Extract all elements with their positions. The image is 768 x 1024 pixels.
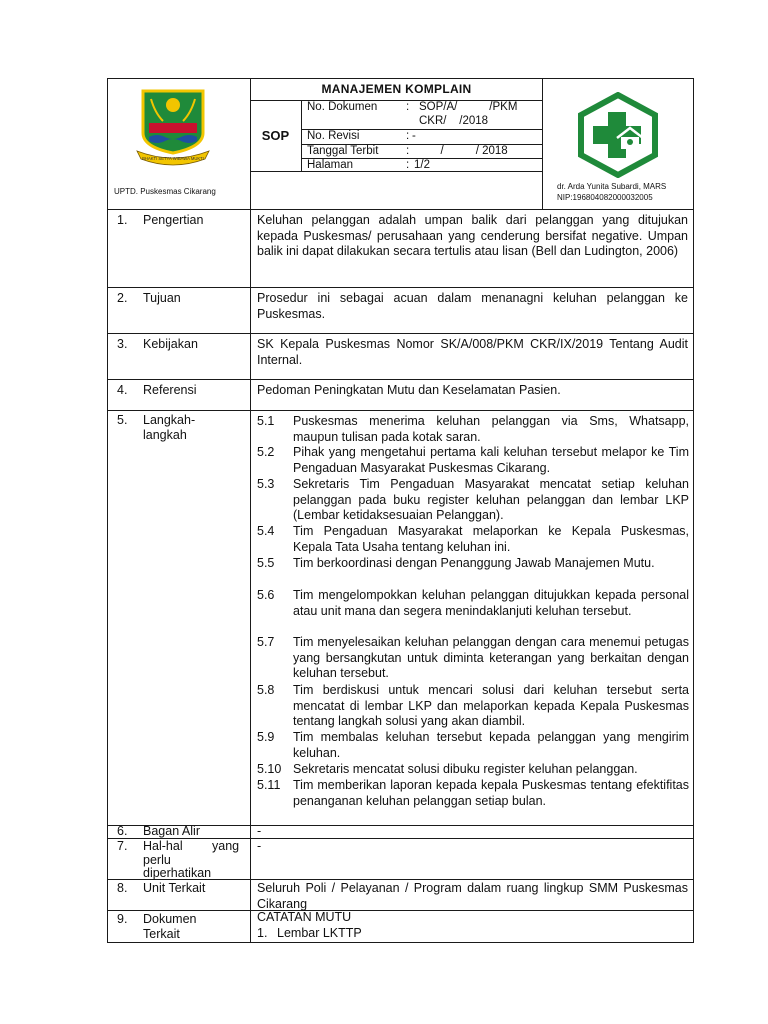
section-7-label-line1a: Hal-hal [143, 839, 183, 853]
step-text: Tim membalas keluhan tersebut kepada pelanggan yang mengirim keluhan. [293, 730, 689, 760]
section-3-number: 3. [117, 337, 128, 351]
table-border-top [107, 78, 694, 79]
no-dokumen-colon: : [406, 101, 410, 113]
step-number: 5.1 [257, 414, 275, 428]
puskesmas-logo [575, 92, 661, 178]
section-8-number: 8. [117, 881, 128, 895]
regency-emblem-logo [133, 87, 213, 167]
step-text: Tim berdiskusi untuk mencari solusi dari keluhan tersebut serta mencatat di lembar LKP dan melaporkan kepada Kepala Puskesmas tentang langkah solusi yang akan diambil. [293, 683, 689, 729]
step-number: 5.6 [257, 588, 275, 602]
step-text: Tim Pengaduan Masyarakat melaporkan ke Kepala Puskesmas, Kepala Tata Usaha tentang keluhan ini. [293, 524, 689, 554]
step-text: Sekretaris Tim Pengaduan Masyarakat mencatat setiap keluhan pelanggan pada buku register keluhan pelanggan dan lembar LKP (Lembar ketidaksesuaian Pelanggan). [293, 477, 689, 523]
no-dokumen-label: No. Dokumen [307, 101, 378, 113]
section-6-label: Bagan Alir [143, 824, 200, 838]
unit-name: UPTD. Puskesmas Cikarang [114, 187, 216, 196]
step-number: 5.3 [257, 477, 275, 491]
step-text: Puskesmas menerima keluhan pelanggan via Sms, Whatsapp, maupun tulisan pada kotak saran. [293, 414, 689, 444]
section-3-text: SK Kepala Puskesmas Nomor SK/A/008/PKM CKR/IX/2019 Tentang Audit Internal. [257, 337, 688, 367]
section-8-label: Unit Terkait [143, 881, 206, 895]
step-number: 5.11 [257, 778, 281, 792]
step-text: Tim mengelompokkan keluhan pelanggan ditujukkan kepada personal atau unit mana dan segera menindaklanjuti keluhan tersebut. [293, 588, 689, 618]
section-5-number: 5. [117, 413, 128, 427]
table-border-bottom [107, 942, 694, 943]
emblem-sun [166, 98, 180, 112]
row-line-2 [107, 333, 694, 334]
section-4-number: 4. [117, 383, 128, 397]
section-1-label: Pengertian [143, 213, 204, 227]
section-9-list-text: Lembar LKTTP [277, 926, 362, 940]
signer-nip: NIP:196804082000032005 [557, 193, 653, 202]
section-7-number: 7. [117, 839, 128, 853]
step-text: Tim memberikan laporan kepada kepala Puskesmas tentang efektifitas penanganan keluhan pelanggan setiap bulan. [293, 778, 689, 808]
section-6-number: 6. [117, 824, 128, 838]
section-9-text-line1: CATATAN MUTU [257, 910, 352, 924]
halaman-value: 1/2 [414, 159, 430, 171]
row-line-4 [107, 410, 694, 411]
sop-col-divider [301, 100, 302, 172]
section-7-label-line2: perlu [143, 853, 171, 867]
section-3-label: Kebijakan [143, 337, 198, 351]
step-number: 5.7 [257, 635, 275, 649]
body-col-divider [250, 209, 251, 943]
signer-name: dr. Arda Yunita Subardi, MARS [557, 182, 667, 191]
no-dokumen-value-line2: CKR/ /2018 [419, 115, 489, 127]
section-2-label: Tujuan [143, 291, 181, 305]
section-9-number: 9. [117, 912, 128, 926]
header-col-divider-1 [250, 78, 251, 210]
section-7-label-line1b: yang [212, 839, 240, 853]
step-text: Tim menyelesaikan keluhan pelanggan dengan cara menemui petugas yang bersangkutan untuk diminta keterangan yang berkaitan dengan keluhan tersebut. [293, 635, 689, 681]
tanggal-terbit-value: / / 2018 [415, 145, 508, 157]
section-2-text: Prosedur ini sebagai acuan dalam menanagni keluhan pelanggan ke Puskesmas. [257, 291, 688, 321]
tanggal-terbit-label: Tanggal Terbit [307, 145, 379, 157]
header-mid-line [250, 171, 543, 172]
section-4-label: Referensi [143, 383, 197, 397]
puskesmas-logo-eye [627, 139, 633, 145]
section-6-text: - [257, 824, 262, 838]
table-border-right [693, 78, 694, 943]
row-line-3 [107, 379, 694, 380]
section-1-number: 1. [117, 213, 128, 227]
section-4-text: Pedoman Peningkatan Mutu dan Keselamatan Pasien. [257, 383, 561, 397]
section-9-list-number: 1. [257, 926, 268, 940]
step-number: 5.10 [257, 762, 282, 776]
section-5-label-line1: Langkah- [143, 413, 196, 427]
section-7-label-line3: diperhatikan [143, 866, 212, 880]
table-border-left [107, 78, 108, 943]
step-number: 5.2 [257, 445, 275, 459]
step-text: Tim berkoordinasi dengan Penanggung Jawab Manajemen Mutu. [293, 556, 655, 570]
emblem-motto-text: BHAKTI SETYA WIBAWA MUKTI [142, 156, 204, 161]
sop-label: SOP [261, 128, 290, 143]
section-7-text: - [257, 839, 262, 853]
section-9-label-line2: Terkait [143, 927, 180, 941]
section-2-number: 2. [117, 291, 128, 305]
no-revisi-colon: : [406, 130, 410, 142]
section-9-label-line1: Dokumen [143, 912, 197, 926]
header-bottom-line [107, 209, 694, 210]
no-dokumen-value-line1: SOP/A/ /PKM [419, 101, 518, 113]
tanggal-terbit-colon: : [406, 145, 410, 157]
no-revisi-label: No. Revisi [307, 130, 360, 142]
document-title: MANAJEMEN KOMPLAIN [321, 82, 472, 96]
section-1-text: Keluhan pelanggan adalah umpan balik dari pelanggan yang ditujukan kepada Puskesmas/ perusahaan yang cenderung bersifat negative. Umpan balik ini dapat dilakukan secara tertulis atau lisan (Bell dan Ludington, 2006) [257, 213, 688, 259]
halaman-label: Halaman [307, 159, 354, 171]
step-number: 5.9 [257, 730, 275, 744]
step-text: Pihak yang mengetahui pertama kali keluhan tersebut melapor ke Tim Pengaduan Masyarakat Puskesmas Cikarang. [293, 445, 689, 475]
section-8-text: Seluruh Poli / Pelayanan / Program dalam ruang lingkup SMM Puskesmas Cikarang [257, 881, 688, 911]
step-number: 5.4 [257, 524, 275, 538]
halaman-colon: : [406, 159, 410, 171]
section-5-label-line2: langkah [143, 428, 187, 442]
step-text: Sekretaris mencatat solusi dibuku register keluhan pelanggan. [293, 762, 638, 776]
emblem-wall [149, 123, 197, 133]
no-revisi-value: - [412, 130, 416, 142]
row-line-1 [107, 287, 694, 288]
step-number: 5.8 [257, 683, 275, 697]
step-number: 5.5 [257, 556, 275, 570]
